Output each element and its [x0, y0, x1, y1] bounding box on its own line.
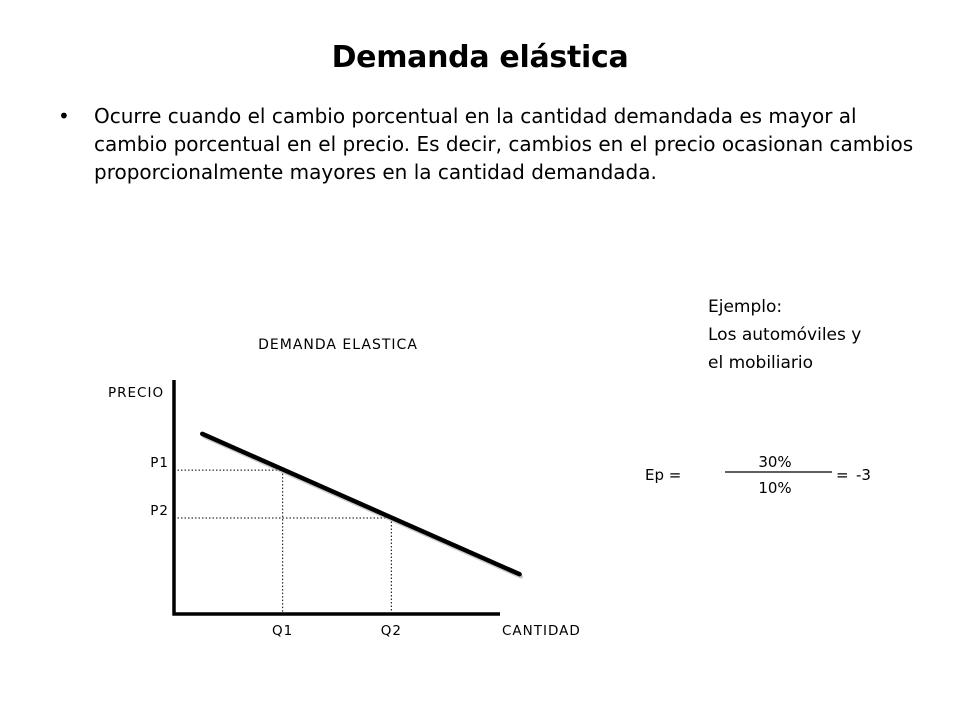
x-axis-label: CANTIDAD [502, 623, 581, 639]
example-line-1: Los automóviles y [708, 325, 862, 345]
demand-curve [202, 434, 519, 574]
example-heading: Ejemplo: [708, 297, 783, 317]
formula-lhs: Ep = [645, 466, 682, 484]
formula-denominator: 10% [758, 479, 792, 497]
example-line-2: el mobiliario [708, 353, 814, 373]
formula-result: -3 [856, 466, 871, 484]
y-axis-label: PRECIO [108, 385, 165, 401]
y-tick-p1: P1 [150, 455, 169, 472]
bullet-marker: • [58, 104, 70, 128]
x-tick-q2: Q2 [380, 623, 402, 639]
bullet-text: Ocurre cuando el cambio porcentual en la cantidad demandada es mayor al cambio porcentual en el precio. Es decir, cambios en el precio ocasionan cambios proporcionalmente mayores en la cantidad demandada. [94, 104, 914, 184]
chart-title: DEMANDA ELASTICA [258, 337, 418, 353]
x-tick-q1: Q1 [272, 623, 294, 639]
formula-equals: = [836, 466, 849, 484]
y-tick-p2: P2 [150, 503, 169, 520]
formula-numerator: 30% [758, 453, 792, 471]
slide-title: Demanda elástica [331, 40, 629, 75]
